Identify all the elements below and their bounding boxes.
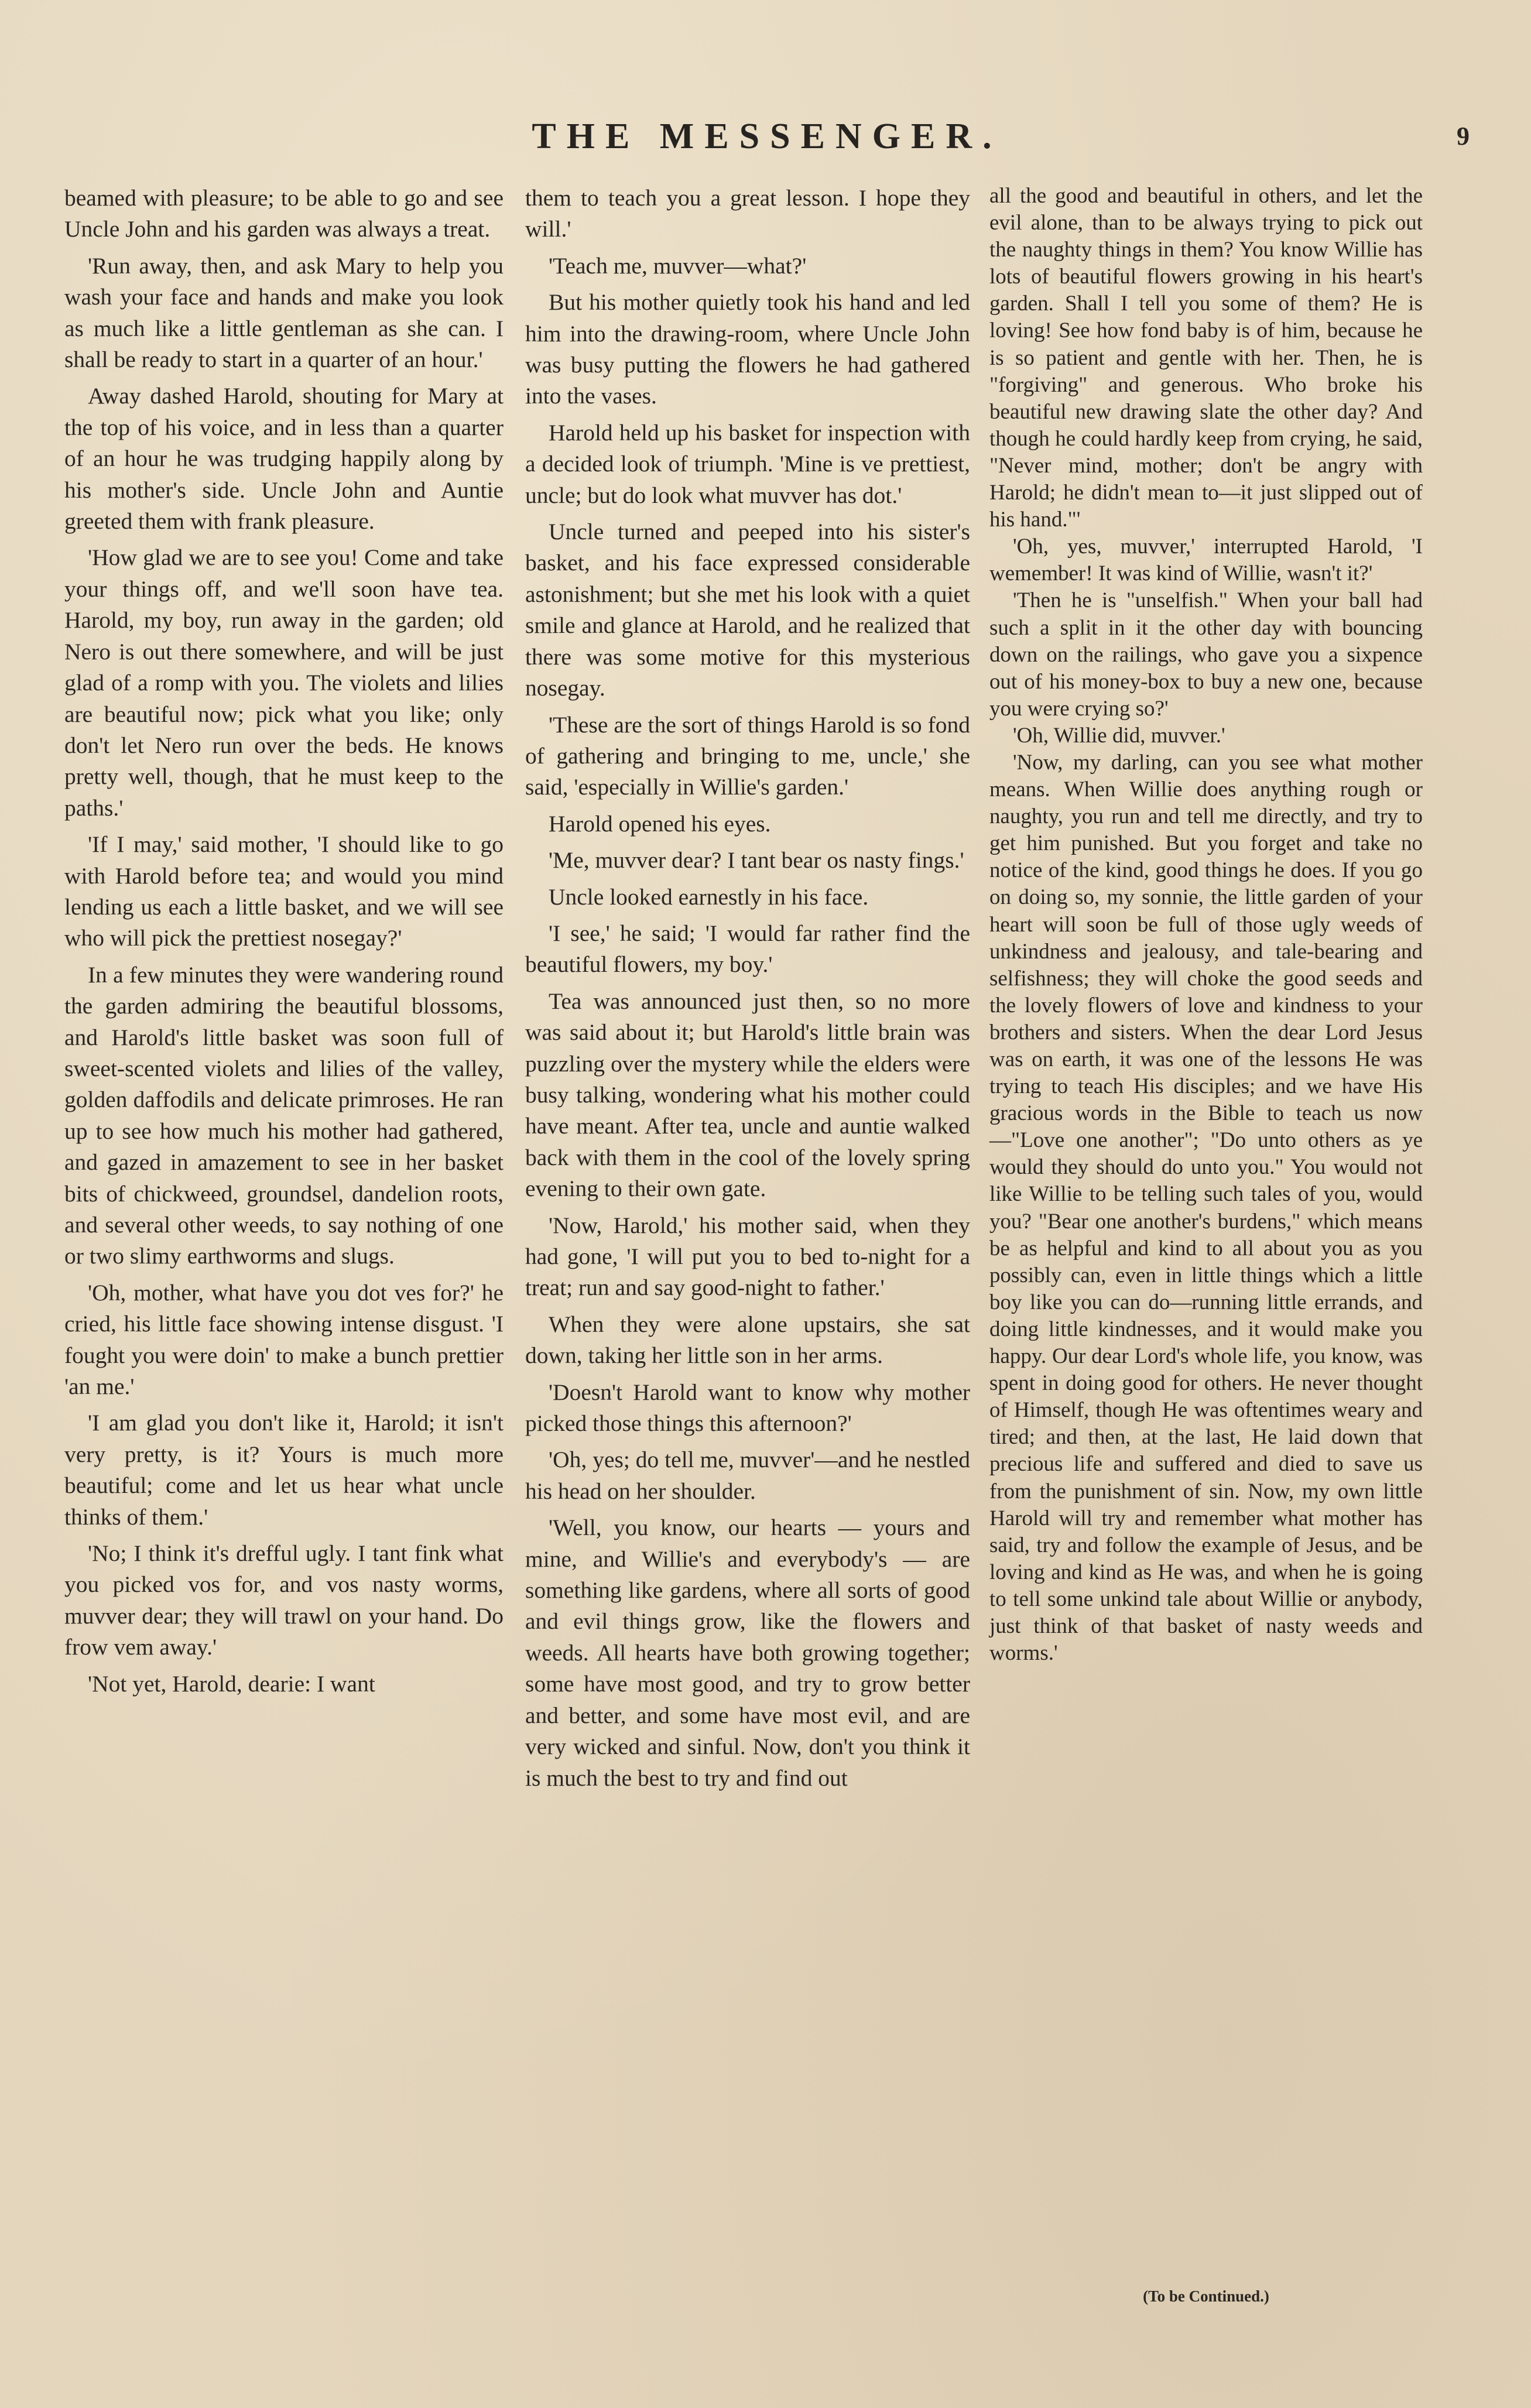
paragraph: 'Run away, then, and ask Mary to help you wash your face and hands and make you look as much like a little gentleman as she can. I shall be ready to start in a quarter of an hour.' bbox=[64, 252, 504, 373]
text-column-3 bbox=[989, 183, 1423, 1667]
paragraph: 'Oh, mother, what have you dot ves for?' he cried, his little face showing intense disgust. 'I fought you were doin' to make a bunch prettier 'an me.' bbox=[64, 1279, 504, 1400]
to-be-continued-note: (To be Continued.) bbox=[1143, 2287, 1269, 2305]
paragraph: Away dashed Harold, shouting for Mary at the top of his voice, and in less than a quarter of an hour he was trudging happily along by his mother's side. Uncle John and Auntie greeted them with frank pleasure. bbox=[64, 383, 504, 535]
paragraph: In a few minutes they were wandering round the garden admiring the beautiful blossoms, and Harold's little basket was soon full of sweet-scented violets and lilies of the valley, golden daffodils and delicate primroses. He ran up to see how much his mother had gathered, and gazed in amazement to see in her basket bits of chickweed, groundsel, dandelion roots, and several other weeds, to say nothing of one or two slimy earthworms and slugs. bbox=[64, 961, 504, 1269]
paragraph: 'Well, you know, our hearts — yours and mine, and Willie's and everybody's — are something like gardens, where all sorts of good and evil things grow, like the flowers and weeds. All hearts have both growing together; some have most good, and try to grow better and better, and some have most evil, and are very wicked and sinful. Now, don't you think it is much the best to try and find out bbox=[525, 1515, 970, 1791]
paragraph: 'Teach me, muvver—what?' bbox=[549, 252, 807, 279]
paragraph: 'These are the sort of things Harold is so fond of gathering and bringing to me, uncle,' she said, 'especially in Willie's garden.' bbox=[525, 711, 970, 800]
paragraph: Uncle looked earnestly in his face. bbox=[549, 883, 869, 910]
paragraph: all the good and beautiful in others, and let the evil alone, than to be always trying to pick out the naughty things in them? You know Willie has lots of beautiful flowers growing in his heart's garden. Shall I tell you some of them? He is loving! See how fond baby is of him, because he is so patient and gentle with her. Then, he is "forgiving" and generous. Who broke his beautiful new drawing slate the other day? And though he could hardly keep from crying, he said, "Never mind, mother; don't be angry with Harold; he didn't mean to—it just slipped out of his hand."' bbox=[989, 184, 1423, 532]
paragraph: But his mother quietly took his hand and led him into the drawing-room, where Uncle John was busy putting the flowers he had gathered into the vases. bbox=[525, 289, 970, 409]
paragraph: When they were alone upstairs, she sat down, taking her little son in her arms. bbox=[525, 1311, 970, 1369]
paragraph: 'I am glad you don't like it, Harold; it isn't very pretty, is it? Yours is much more beautiful; come and let us hear what uncle thinks of them.' bbox=[64, 1410, 504, 1530]
paragraph: 'Then he is "unselfish." When your ball had such a split in it the other day with bouncing down on the railings, who gave you a sixpence out of his money-box to buy a new one, because you were crying so?' bbox=[989, 588, 1423, 721]
paragraph: 'Now, Harold,' his mother said, when they had gone, 'I will put you to bed to-night for a treat; run and say good-night to father.' bbox=[525, 1212, 970, 1301]
paragraph: 'Doesn't Harold want to know why mother picked those things this afternoon?' bbox=[525, 1379, 970, 1437]
paragraph: 'I see,' he said; 'I would far rather find the beautiful flowers, my boy.' bbox=[525, 920, 970, 978]
page-number: 9 bbox=[1457, 122, 1470, 150]
paragraph: Uncle turned and peeped into his sister's basket, and his face expressed considerable astonishment; but she met his look with a quiet smile and glance at Harold, and he realized that there was some motive for this mysterious nosegay. bbox=[525, 519, 970, 701]
paragraph: 'Now, my darling, can you see what mother means. When Willie does anything rough or naughty, you run and tell me directly, and try to get him punished. But you forget and take no notice of the kind, good things he does. If you go on doing so, my sonnie, the little garden of your heart will soon be full of those ugly weeds of unkindness and jealousy, and tale-bearing and selfishness; they will choke the good seeds and the lovely flowers of love and kindness to your brothers and sisters. When the dear Lord Jesus was on earth, it was one of the lessons He was trying to teach His disciples; and we have His gracious words in the Bible to teach us now—"Love one another"; "Do unto others as ye would they should do unto you." You would not like Willie to be telling such tales of you, would you? "Bear one another's burdens," which means be as helpful and kind to all about you as you possibly can, even in little things which a little boy like you can do—running little errands, and doing little kindnesses, and it would make you happy. Our dear Lord's whole life, you know, was spent in doing good for others. He never thought of Himself, though He was oftentimes weary and tired; and then, at the last, He laid down that precious life and suffered and died to save us from the punishment of sin. Now, my own little Harold will try and remember what mother has said, try and follow the example of Jesus, and be loving and kind as He was, and when he is going to tell some unkind tale about Willie or anybody, just think of that basket of nasty weeds and worms.' bbox=[989, 750, 1423, 1666]
paragraph: Tea was announced just then, so no more was said about it; but Harold's little brain was puzzling over the mystery while the elders were busy talking, wondering what his mother could have meant. After tea, uncle and auntie walked back with them in the cool of the lovely spring evening to their own gate. bbox=[525, 988, 970, 1202]
paragraph: Harold opened his eyes. bbox=[549, 810, 771, 837]
paragraph: 'Oh, yes, muvver,' interrupted Harold, 'I wemember! It was kind of Willie, wasn't it?' bbox=[989, 535, 1423, 586]
paragraph: 'How glad we are to see you! Come and take your things off, and we'll soon have tea. Harold, my boy, run away in the garden; old Nero is out there somewhere, and will be just glad of a romp with you. The violets and lilies are beautiful now; pick what you like; only don't let Nero run over the beds. He knows pretty well, though, that he must keep to the paths.' bbox=[64, 544, 504, 821]
paragraph: 'Oh, yes; do tell me, muvver'—and he nestled his head on her shoulder. bbox=[525, 1447, 970, 1504]
paragraph: 'Not yet, Harold, dearie: I want bbox=[88, 1670, 375, 1697]
masthead-title: THE MESSENGER. bbox=[532, 117, 1002, 156]
paragraph: Harold held up his basket for inspection with a decided look of triumph. 'Mine is ve prettiest, uncle; but do look what muvver has dot.' bbox=[525, 419, 970, 508]
page-header bbox=[64, 116, 1470, 163]
text-column-1 bbox=[64, 183, 504, 1705]
paragraph: them to teach you a great lesson. I hope they will.' bbox=[525, 185, 970, 242]
paragraph: beamed with pleasure; to be able to go and see Uncle John and his garden was always a treat. bbox=[64, 185, 504, 242]
paragraph: 'Me, muvver dear? I tant bear os nasty fings.' bbox=[549, 847, 964, 874]
paragraph: 'No; I think it's drefful ugly. I tant fink what you picked vos for, and vos nasty worms, muvver dear; they will trawl on your hand. Do frow vem away.' bbox=[64, 1540, 504, 1660]
text-column-2 bbox=[525, 183, 970, 1799]
paragraph: 'Oh, Willie did, muvver.' bbox=[1013, 723, 1225, 748]
paragraph: 'If I may,' said mother, 'I should like to go with Harold before tea; and would you mind lending us each a little basket, and we will see who will pick the prettiest nosegay?' bbox=[64, 831, 504, 951]
